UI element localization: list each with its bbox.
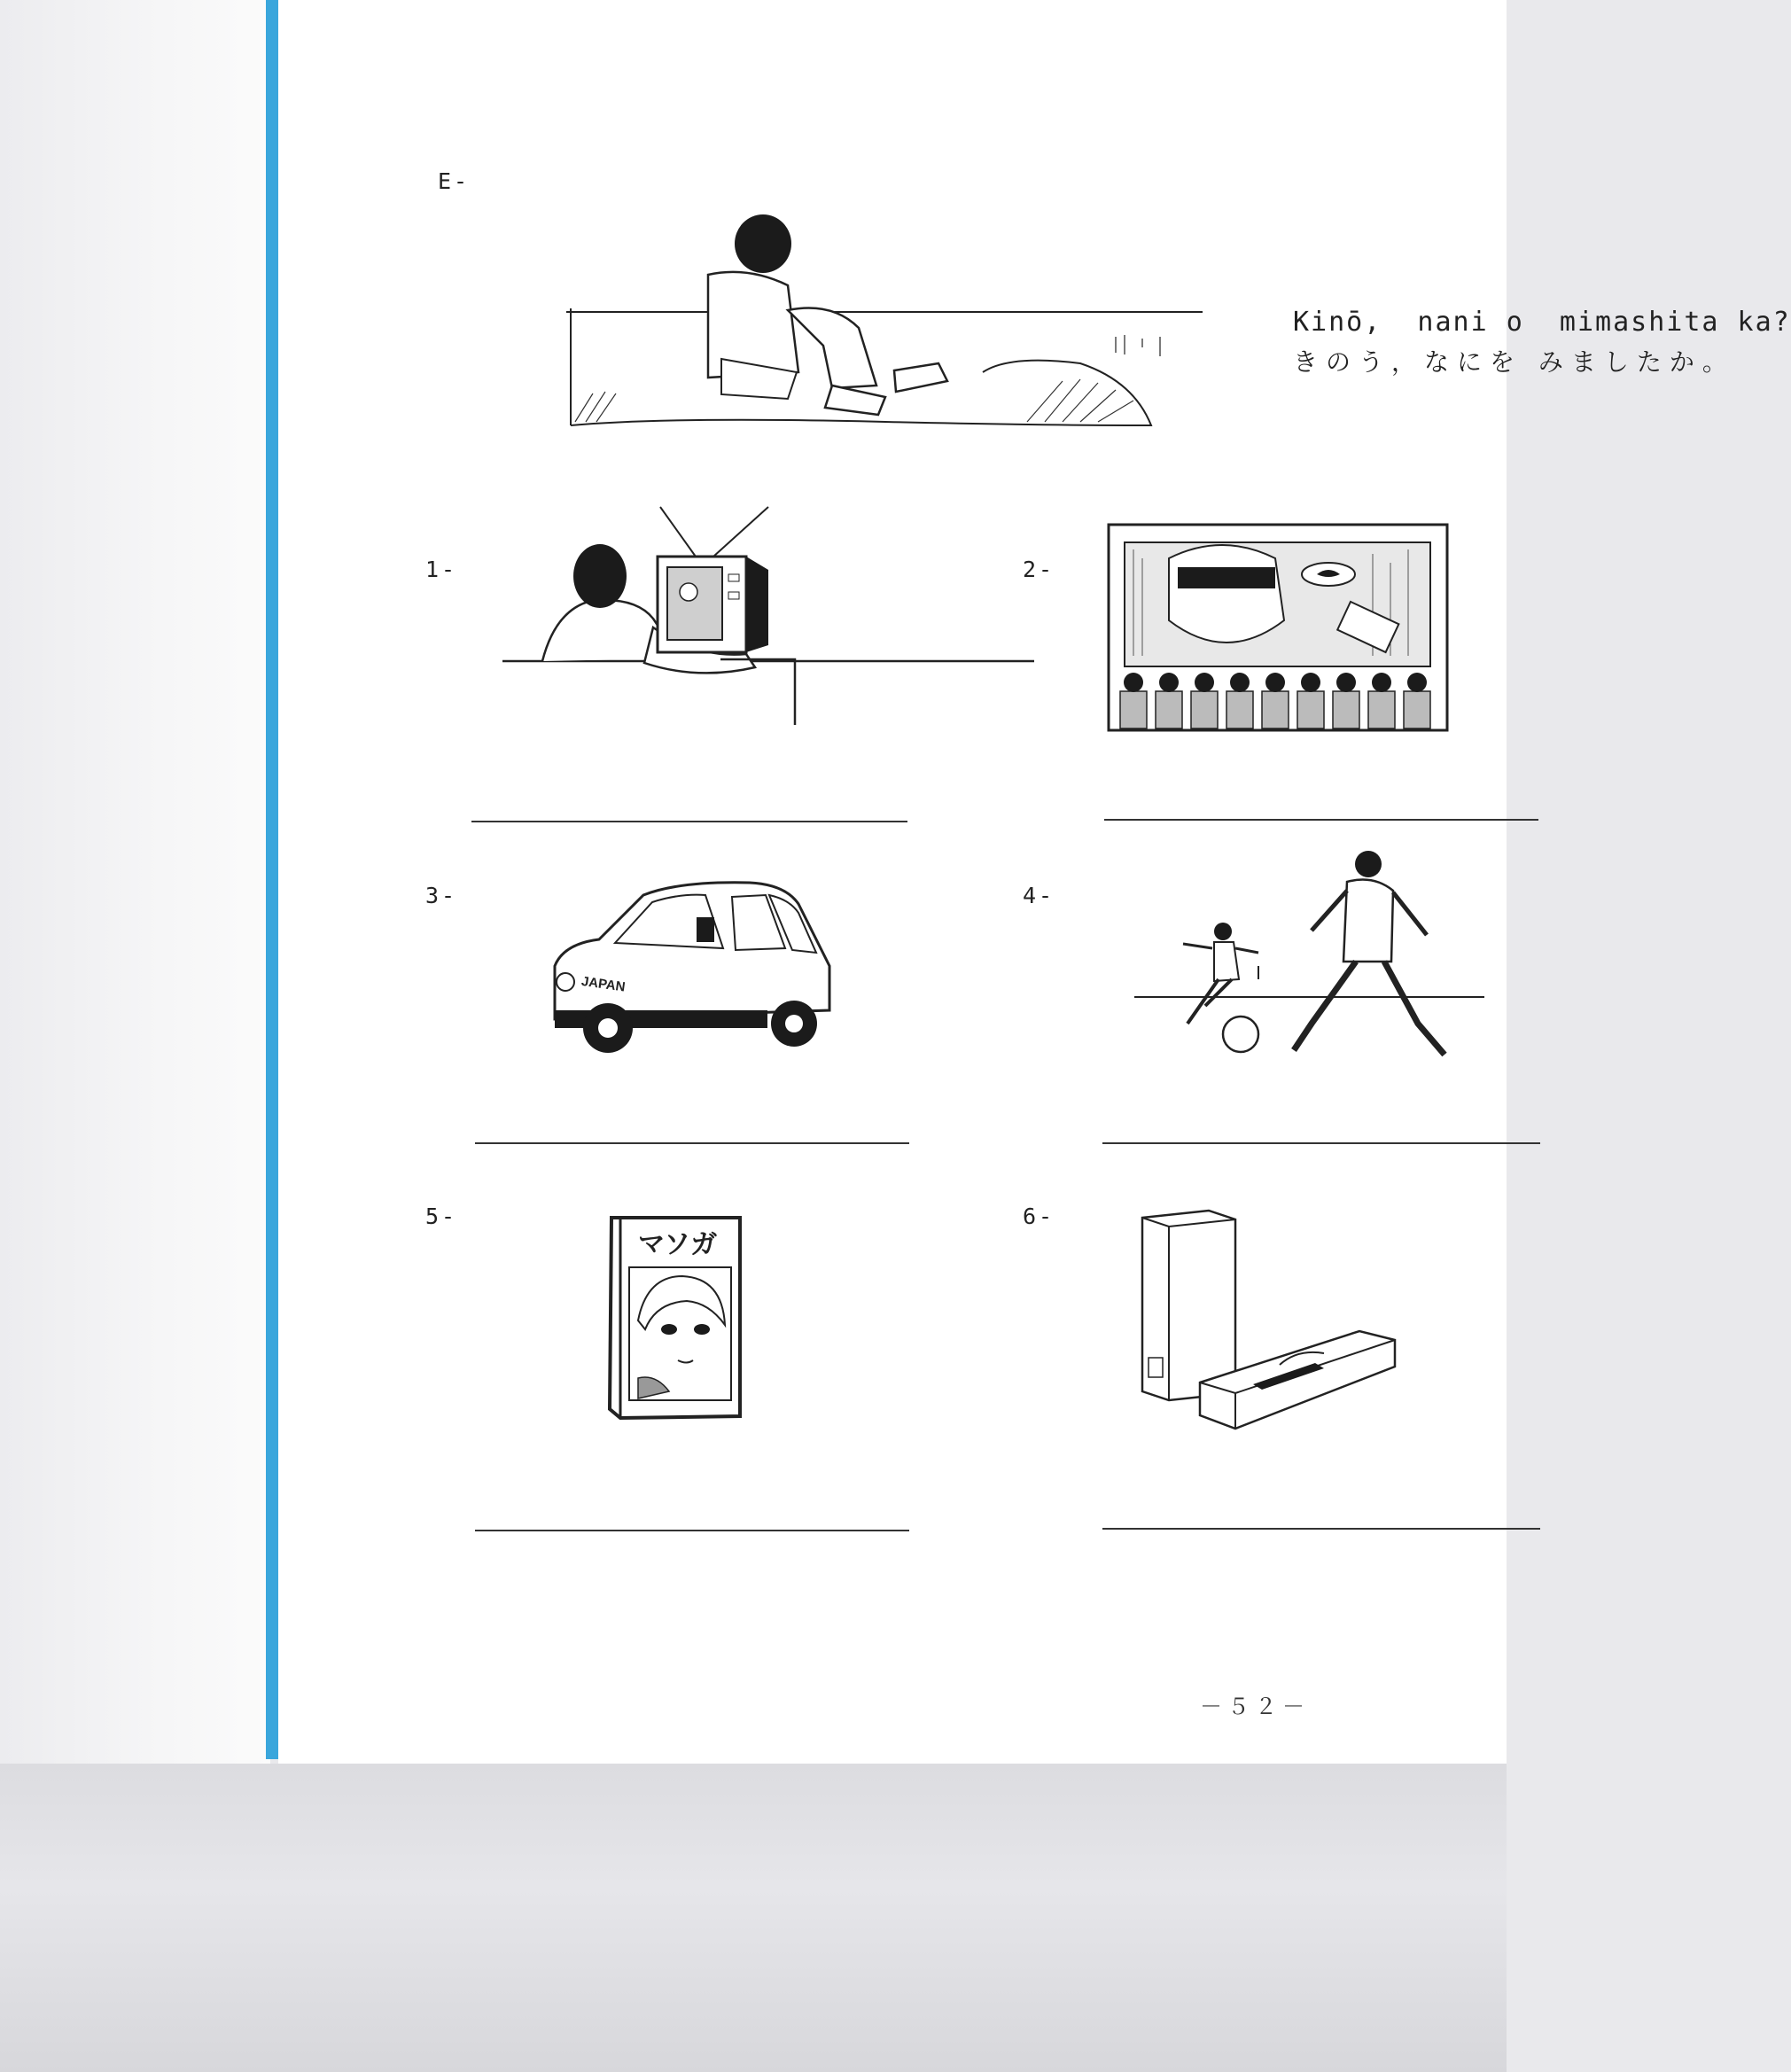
worksheet-page (278, 0, 1791, 1764)
scan-margin (0, 0, 270, 1764)
manga-title-text: マソガ (638, 1229, 718, 1260)
question-romaji: Kinō, nani o mimashita ka? (1293, 307, 1791, 338)
car-icon (546, 877, 847, 1055)
manga-book-icon (603, 1214, 753, 1422)
answer-line-3[interactable] (475, 1142, 909, 1144)
item-label-1: 1- (425, 557, 458, 582)
answer-line-2[interactable] (1104, 819, 1538, 821)
item-label-2: 2- (1023, 557, 1055, 582)
item-label-5: 5- (425, 1203, 458, 1229)
watching-tv-icon (502, 503, 1176, 725)
answer-line-4[interactable] (1102, 1142, 1540, 1144)
question-kana: きのう，なにを みましたか。 (1293, 347, 1735, 377)
scanner-background (0, 1764, 1507, 2072)
answer-line-1[interactable] (471, 821, 907, 822)
page-number: －５２－ (1200, 1694, 1311, 1719)
answer-line-5[interactable] (475, 1530, 909, 1531)
item-label-4: 4- (1023, 883, 1055, 908)
answer-line-6[interactable] (1102, 1528, 1540, 1530)
item-label-3: 3- (425, 883, 458, 908)
question-text (1293, 307, 1791, 378)
item-label-6: 6- (1023, 1203, 1055, 1229)
exercise-label: E- (438, 168, 471, 194)
sitting-boy-icon (566, 204, 1204, 434)
car-plate-text: JAPAN (580, 973, 627, 995)
soccer-game-icon (1134, 846, 1489, 1077)
video-tape-icon (1138, 1207, 1430, 1446)
movie-theater-icon (1107, 523, 1452, 736)
blue-binding-strip (266, 0, 278, 1759)
